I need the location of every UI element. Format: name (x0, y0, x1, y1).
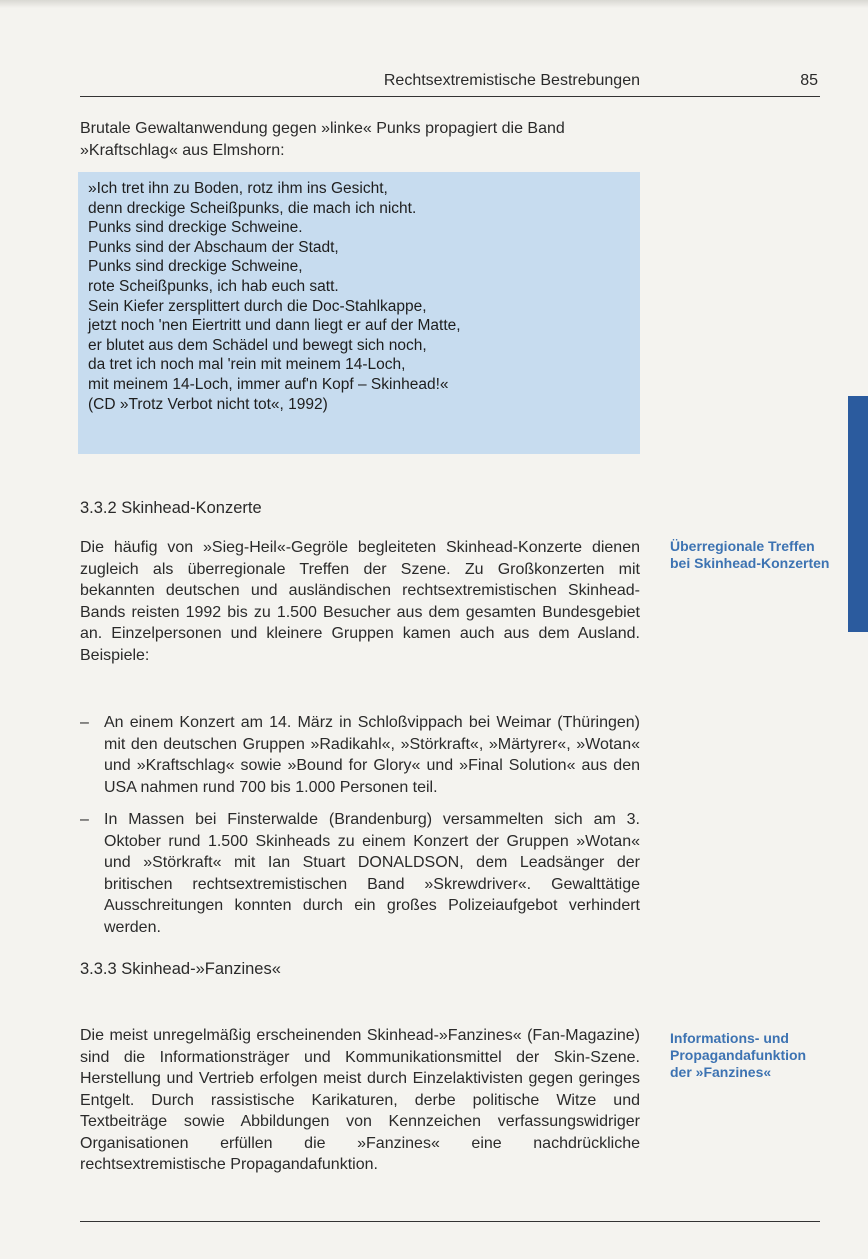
dash-marker: – (80, 714, 89, 731)
quote-line: Sein Kiefer zersplittert durch die Doc-Stahlkappe, (88, 297, 427, 315)
margin-note-treffen: Überregionale Treffen bei Skinhead-Konzerten (670, 538, 830, 571)
header-rule (80, 96, 820, 97)
quote-line: Punks sind dreckige Schweine, (88, 258, 303, 276)
quote-line: er blutet aus dem Schädel und bewegt sich noch, (88, 336, 427, 354)
quote-line: denn dreckige Scheißpunks, die mach ich nicht. (88, 199, 417, 217)
quote-line: Punks sind der Abschaum der Stadt, (88, 238, 339, 256)
section-heading-skinhead-konzerte: 3.3.2 Skinhead-Konzerte (80, 499, 262, 517)
list-item (80, 809, 640, 938)
quote-source: (CD »Trotz Verbot nicht tot«, 1992) (88, 395, 328, 413)
running-header-title: Rechtsextremistische Bestrebungen (383, 72, 640, 89)
footer-rule (80, 1221, 820, 1222)
quote-box (78, 172, 640, 454)
quote-line: »Ich tret ihn zu Boden, rotz ihm ins Gesicht, (88, 180, 388, 197)
fanzines-paragraph: Die meist unregelmäßig erscheinenden Skinhead-»Fanzines« (Fan-Magazine) sind die Informationsträger und Kommunikationsmittel der Skin-Szene. Herstellung und Vertrieb erfolgen meist durch Einzelaktivisten gegen geringes Entgelt. Durch rassistische Karikaturen, derbe politische Witze und Textbeiträge sowie Abbildungen von Kennzeichen verfassungswidriger Organisationen erfüllen die »Fanzines« eine nachdrückliche rechtsextremistische Propagandafunktion. (80, 1027, 640, 1173)
list-item-text: An einem Konzert am 14. März in Schloßvippach bei Weimar (Thüringen) mit den deutschen Gruppen »Radikahl«, »Störkraft«, »Märtyrer«, »Wotan« und »Kraftschlag« sowie »Bound for Glory« und »Final Solution« aus den USA nahmen rund 700 bis 1.000 Personen teil. (104, 714, 640, 796)
skinhead-konzerte-paragraph: Die häufig von »Sieg-Heil«-Gegröle begleiteten Skinhead-Konzerte dienen zugleich als überregionale Treffen der Szene. Zu Großkonzerten mit bekannten deutschen und ausländischen rechtsextremistischen Skinhead-Bands reisten 1992 bis zu 1.500 Besucher aus dem gesamten Bundesgebiet an. Einzelpersonen und kleinere Gruppen kamen auch aus dem Ausland. Beispiele: (80, 539, 640, 664)
chapter-thumb-tab (848, 396, 868, 632)
quote-line: jetzt noch 'nen Eiertritt und dann liegt er auf der Matte, (88, 317, 461, 335)
quote-line: Punks sind dreckige Schweine. (88, 219, 303, 237)
margin-note-fanzines: Informations- und Propagandafunktion der »Fanzines« (670, 1030, 807, 1080)
concert-examples-list (80, 712, 640, 949)
intro-paragraph: Brutale Gewaltanwendung gegen »linke« Punks propagiert die Band »Kraftschlag« aus Elmshorn: (80, 120, 565, 159)
top-edge-shadow (0, 0, 868, 8)
page-number: 85 (800, 72, 818, 89)
quote-line: rote Scheißpunks, ich hab euch satt. (88, 277, 339, 295)
quote-lines (88, 179, 461, 414)
list-item (80, 712, 640, 798)
section-heading-fanzines: 3.3.3 Skinhead-»Fanzines« (80, 960, 281, 978)
quote-line: mit meinem 14-Loch, immer auf'n Kopf – Skinhead!« (88, 375, 449, 393)
quote-line: da tret ich noch mal 'rein mit meinem 14-Loch, (88, 356, 406, 374)
list-item-text: In Massen bei Finsterwalde (Brandenburg) versammelten sich am 3. Oktober rund 1.500 Skinheads zu einem Konzert der Gruppen »Wotan« und »Störkraft« mit Ian Stuart DONALDSON, dem Leadsänger der britischen rechtsextremistischen Band »Skrewdriver«. Gewalttätige Ausschreitungen konnten durch ein großes Polizeiaufgebot verhindert werden. (104, 811, 640, 936)
dash-marker: – (80, 811, 89, 828)
